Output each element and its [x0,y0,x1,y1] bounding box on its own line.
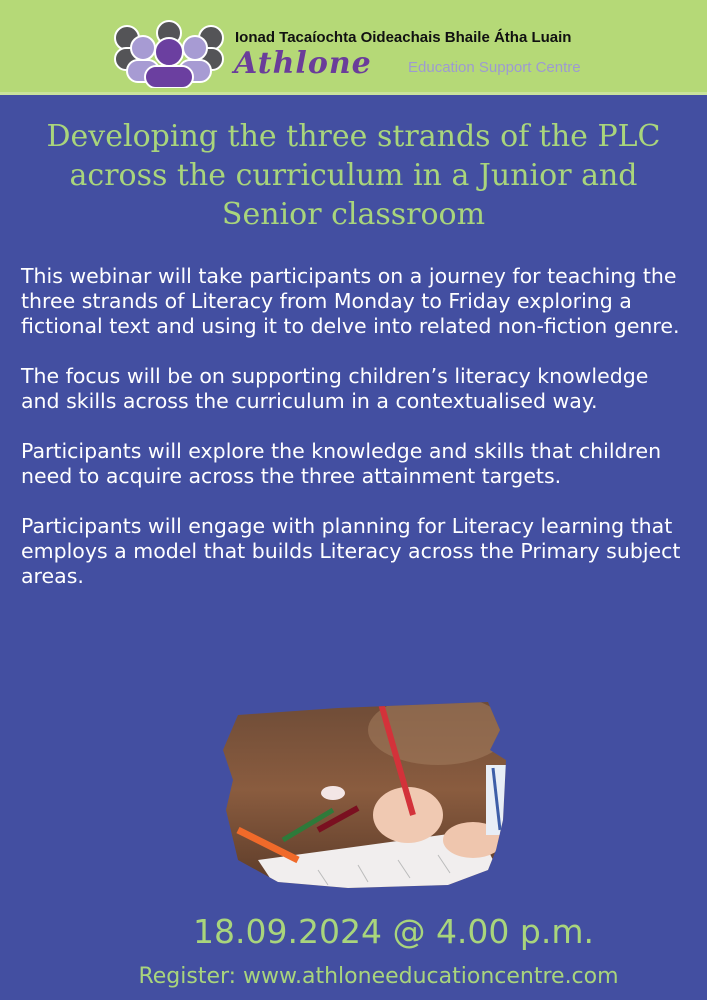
description [21,264,691,614]
people-group-icon [113,20,225,88]
paragraph: This webinar will take participants on a journey for teaching the three strands of Literacy from Monday to Friday exploring a fictional text and using it to delve into related non-fiction genre. [21,264,680,338]
event-datetime: 18.09.2024 @ 4.00 p.m. [193,912,594,951]
header-banner [0,0,707,95]
paragraph: The focus will be on supporting children’s literacy knowledge and skills across the curriculum in a contextualised way. [21,364,649,413]
page-title: Developing the three strands of the PLC across the curriculum in a Junior and Senior classroom [46,119,661,232]
org-logo-text: Athlone [234,46,372,81]
paragraph: Participants will explore the knowledge and skills that children need to acquire across the three attainment targets. [21,439,662,488]
register-link[interactable]: Register: www.athloneeducationcentre.com [138,964,619,989]
org-subtitle: Education Support Centre [408,59,581,76]
paragraph: Participants will engage with planning for Literacy learning that employs a model that builds Literacy across the Primary subject areas. [21,514,681,588]
org-irish-name: Ionad Tacaíochta Oideachais Bhaile Átha Luain [235,29,572,46]
child-writing-photo [218,690,508,890]
